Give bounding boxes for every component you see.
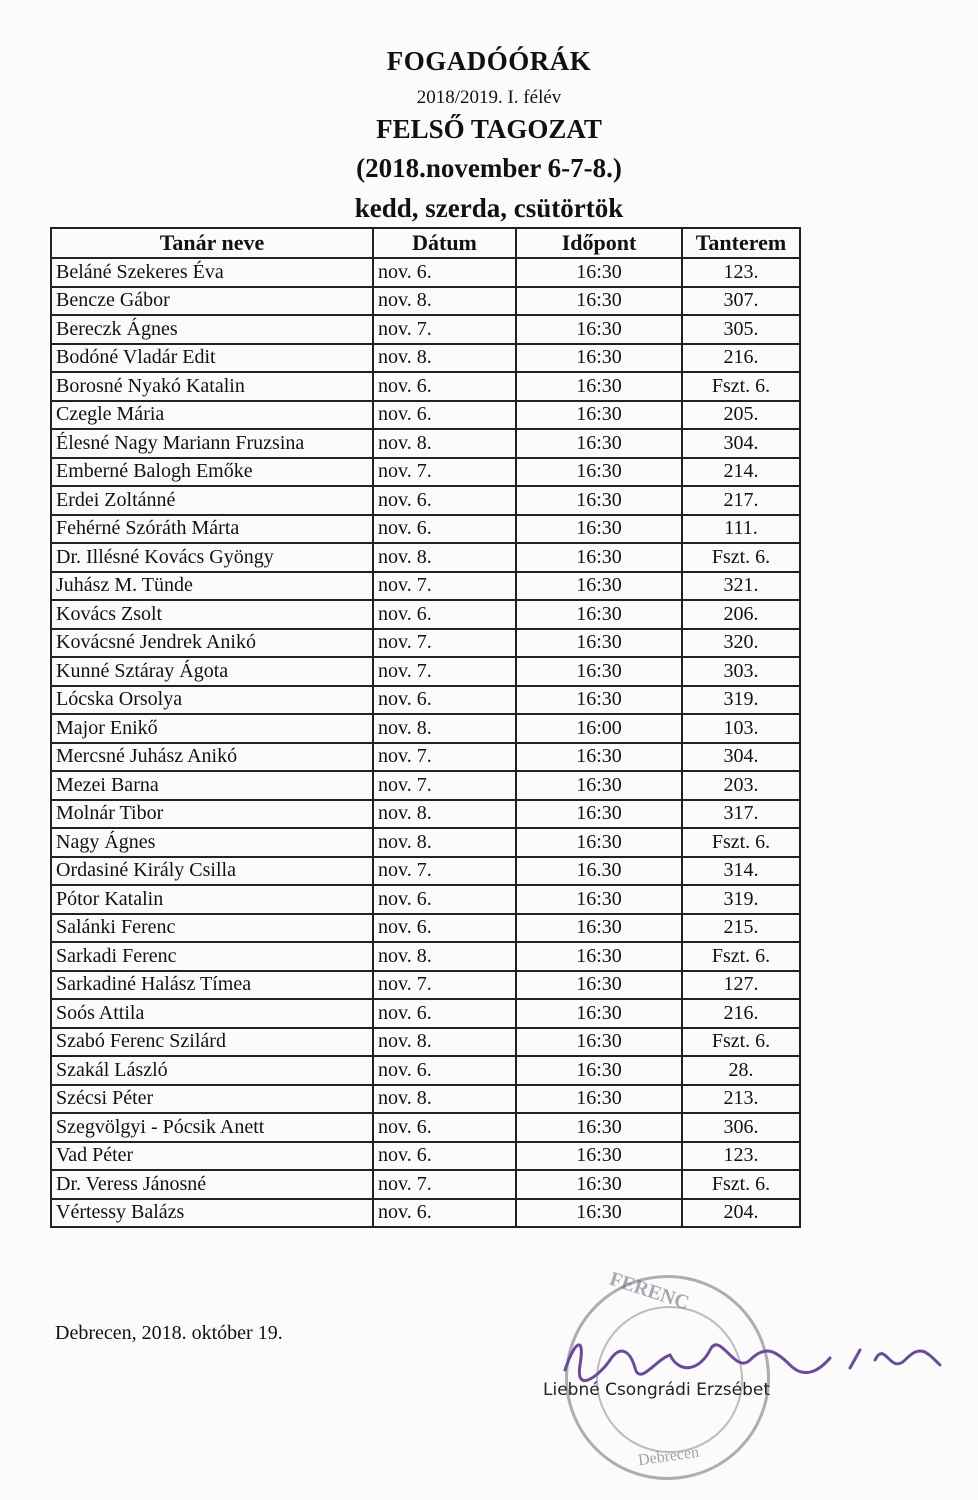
school-year: 2018/2019. I. félév [416, 87, 562, 108]
teacher-name-cell: Bereczk Ágnes [51, 315, 373, 344]
date-cell: nov. 7. [373, 857, 516, 886]
date-cell: nov. 8. [373, 714, 516, 743]
table-row [51, 828, 800, 857]
column-header-name: Tanár neve [51, 228, 373, 258]
date-cell: nov. 7. [373, 743, 516, 772]
table-row [51, 1142, 800, 1171]
table-row [51, 657, 800, 686]
time-cell: 16:30 [516, 287, 682, 316]
table-row [51, 287, 800, 316]
table-row [51, 372, 800, 401]
date-cell: nov. 7. [373, 458, 516, 487]
table-row [51, 401, 800, 430]
time-cell: 16:30 [516, 800, 682, 829]
room-cell: 127. [682, 971, 800, 1000]
room-cell: 206. [682, 600, 800, 629]
room-cell: 214. [682, 458, 800, 487]
table-header-row [51, 228, 800, 258]
room-cell: Fszt. 6. [682, 1170, 800, 1199]
room-cell: 305. [682, 315, 800, 344]
time-cell: 16:30 [516, 999, 682, 1028]
date-cell: nov. 6. [373, 515, 516, 544]
date-cell: nov. 8. [373, 429, 516, 458]
table-row [51, 629, 800, 658]
room-cell: 203. [682, 771, 800, 800]
room-cell: Fszt. 6. [682, 543, 800, 572]
teacher-name-cell: Kovácsné Jendrek Anikó [51, 629, 373, 658]
teacher-name-cell: Nagy Ágnes [51, 828, 373, 857]
teacher-name-cell: Dr. Illésné Kovács Gyöngy [51, 543, 373, 572]
date-cell: nov. 7. [373, 315, 516, 344]
teacher-name-cell: Beláné Szekeres Éva [51, 258, 373, 287]
table-row [51, 771, 800, 800]
teacher-name-cell: Ordasiné Király Csilla [51, 857, 373, 886]
teacher-name-cell: Sarkadi Ferenc [51, 942, 373, 971]
time-cell: 16:30 [516, 572, 682, 601]
teacher-name-cell: Élesné Nagy Mariann Fruzsina [51, 429, 373, 458]
room-cell: 306. [682, 1113, 800, 1142]
room-cell: 205. [682, 401, 800, 430]
table-row [51, 258, 800, 287]
room-cell: 307. [682, 287, 800, 316]
teacher-name-cell: Bencze Gábor [51, 287, 373, 316]
teacher-name-cell: Szécsi Péter [51, 1085, 373, 1114]
room-cell: Fszt. 6. [682, 942, 800, 971]
teacher-name-cell: Kunné Sztáray Ágota [51, 657, 373, 686]
room-cell: 321. [682, 572, 800, 601]
date-cell: nov. 7. [373, 771, 516, 800]
table-row [51, 885, 800, 914]
date-cell: nov. 7. [373, 572, 516, 601]
date-cell: nov. 7. [373, 629, 516, 658]
teacher-name-cell: Bodóné Vladár Edit [51, 344, 373, 373]
teacher-name-cell: Erdei Zoltánné [51, 486, 373, 515]
time-cell: 16:30 [516, 885, 682, 914]
signer-name: Liebné Csongrádi Erzsébet [543, 1380, 770, 1400]
time-cell: 16:30 [516, 942, 682, 971]
table-row [51, 515, 800, 544]
table-row [51, 914, 800, 943]
date-cell: nov. 6. [373, 914, 516, 943]
date-cell: nov. 6. [373, 1142, 516, 1171]
time-cell: 16:30 [516, 914, 682, 943]
room-cell: 28. [682, 1056, 800, 1085]
teacher-name-cell: Czegle Mária [51, 401, 373, 430]
table-row [51, 686, 800, 715]
room-cell: 216. [682, 344, 800, 373]
column-header-time: Időpont [516, 228, 682, 258]
date-cell: nov. 7. [373, 1170, 516, 1199]
time-cell: 16:00 [516, 714, 682, 743]
table-row [51, 1113, 800, 1142]
table-row [51, 458, 800, 487]
teacher-name-cell: Salánki Ferenc [51, 914, 373, 943]
teacher-name-cell: Soós Attila [51, 999, 373, 1028]
time-cell: 16:30 [516, 372, 682, 401]
teacher-name-cell: Major Enikő [51, 714, 373, 743]
time-cell: 16:30 [516, 515, 682, 544]
table-row [51, 1199, 800, 1228]
date-cell: nov. 6. [373, 686, 516, 715]
place-and-date: Debrecen, 2018. október 19. [55, 1322, 283, 1344]
room-cell: Fszt. 6. [682, 1028, 800, 1057]
table-row [51, 743, 800, 772]
time-cell: 16:30 [516, 1113, 682, 1142]
room-cell: 319. [682, 686, 800, 715]
date-cell: nov. 7. [373, 657, 516, 686]
table-row [51, 1085, 800, 1114]
date-cell: nov. 8. [373, 800, 516, 829]
teacher-name-cell: Juhász M. Tünde [51, 572, 373, 601]
table-row [51, 800, 800, 829]
date-cell: nov. 8. [373, 543, 516, 572]
date-cell: nov. 6. [373, 486, 516, 515]
room-cell: 319. [682, 885, 800, 914]
column-header-room: Tanterem [682, 228, 800, 258]
stamp-bottom-text: Debrecen [637, 1443, 701, 1470]
room-cell: 320. [682, 629, 800, 658]
teacher-name-cell: Mezei Barna [51, 771, 373, 800]
weekdays: kedd, szerda, csütörtök [354, 193, 624, 223]
table-row [51, 315, 800, 344]
document-title: FOGADÓÓRÁK [386, 46, 592, 76]
room-cell: Fszt. 6. [682, 828, 800, 857]
date-cell: nov. 6. [373, 1199, 516, 1228]
date-cell: nov. 8. [373, 287, 516, 316]
date-cell: nov. 8. [373, 1028, 516, 1057]
table-row [51, 1170, 800, 1199]
time-cell: 16.30 [516, 857, 682, 886]
time-cell: 16:30 [516, 1142, 682, 1171]
table-row [51, 344, 800, 373]
room-cell: 213. [682, 1085, 800, 1114]
teacher-name-cell: Sarkadiné Halász Tímea [51, 971, 373, 1000]
schedule-table [50, 227, 801, 1228]
date-range: (2018.november 6-7-8.) [356, 153, 622, 183]
time-cell: 16:30 [516, 1085, 682, 1114]
date-cell: nov. 6. [373, 1056, 516, 1085]
teacher-name-cell: Lócska Orsolya [51, 686, 373, 715]
time-cell: 16:30 [516, 1199, 682, 1228]
time-cell: 16:30 [516, 1028, 682, 1057]
time-cell: 16:30 [516, 543, 682, 572]
table-row [51, 857, 800, 886]
teacher-name-cell: Szakál László [51, 1056, 373, 1085]
teacher-name-cell: Emberné Balogh Emőke [51, 458, 373, 487]
table-row [51, 429, 800, 458]
table-row [51, 1056, 800, 1085]
table-row [51, 999, 800, 1028]
date-cell: nov. 8. [373, 1085, 516, 1114]
time-cell: 16:30 [516, 486, 682, 515]
room-cell: 123. [682, 1142, 800, 1171]
date-cell: nov. 6. [373, 401, 516, 430]
room-cell: 303. [682, 657, 800, 686]
time-cell: 16:30 [516, 828, 682, 857]
room-cell: Fszt. 6. [682, 372, 800, 401]
teacher-name-cell: Pótor Katalin [51, 885, 373, 914]
time-cell: 16:30 [516, 657, 682, 686]
time-cell: 16:30 [516, 344, 682, 373]
teacher-name-cell: Kovács Zsolt [51, 600, 373, 629]
time-cell: 16:30 [516, 600, 682, 629]
date-cell: nov. 8. [373, 828, 516, 857]
stamp-top-text: FERENC [606, 1267, 692, 1315]
teacher-name-cell: Szegvölgyi - Pócsik Anett [51, 1113, 373, 1142]
room-cell: 215. [682, 914, 800, 943]
room-cell: 304. [682, 743, 800, 772]
teacher-name-cell: Vad Péter [51, 1142, 373, 1171]
room-cell: 204. [682, 1199, 800, 1228]
table-row [51, 543, 800, 572]
time-cell: 16:30 [516, 315, 682, 344]
room-cell: 123. [682, 258, 800, 287]
table-row [51, 942, 800, 971]
date-cell: nov. 6. [373, 600, 516, 629]
room-cell: 314. [682, 857, 800, 886]
table-row [51, 572, 800, 601]
time-cell: 16:30 [516, 771, 682, 800]
date-cell: nov. 6. [373, 885, 516, 914]
date-cell: nov. 8. [373, 344, 516, 373]
table-row [51, 486, 800, 515]
date-cell: nov. 7. [373, 971, 516, 1000]
date-cell: nov. 8. [373, 942, 516, 971]
date-cell: nov. 6. [373, 258, 516, 287]
time-cell: 16:30 [516, 686, 682, 715]
time-cell: 16:30 [516, 743, 682, 772]
table-row [51, 1028, 800, 1057]
date-cell: nov. 6. [373, 1113, 516, 1142]
table-row [51, 971, 800, 1000]
time-cell: 16:30 [516, 401, 682, 430]
time-cell: 16:30 [516, 429, 682, 458]
teacher-name-cell: Mercsné Juhász Anikó [51, 743, 373, 772]
time-cell: 16:30 [516, 971, 682, 1000]
time-cell: 16:30 [516, 458, 682, 487]
time-cell: 16:30 [516, 258, 682, 287]
room-cell: 216. [682, 999, 800, 1028]
table-row [51, 600, 800, 629]
teacher-name-cell: Dr. Veress Jánosné [51, 1170, 373, 1199]
teacher-name-cell: Vértessy Balázs [51, 1199, 373, 1228]
table-row [51, 714, 800, 743]
room-cell: 103. [682, 714, 800, 743]
room-cell: 217. [682, 486, 800, 515]
teacher-name-cell: Szabó Ferenc Szilárd [51, 1028, 373, 1057]
section-title: FELSŐ TAGOZAT [376, 114, 602, 144]
time-cell: 16:30 [516, 1056, 682, 1085]
date-cell: nov. 6. [373, 999, 516, 1028]
time-cell: 16:30 [516, 629, 682, 658]
time-cell: 16:30 [516, 1170, 682, 1199]
teacher-name-cell: Borosné Nyakó Katalin [51, 372, 373, 401]
room-cell: 304. [682, 429, 800, 458]
column-header-date: Dátum [373, 228, 516, 258]
room-cell: 111. [682, 515, 800, 544]
teacher-name-cell: Fehérné Szóráth Márta [51, 515, 373, 544]
date-cell: nov. 6. [373, 372, 516, 401]
room-cell: 317. [682, 800, 800, 829]
teacher-name-cell: Molnár Tibor [51, 800, 373, 829]
